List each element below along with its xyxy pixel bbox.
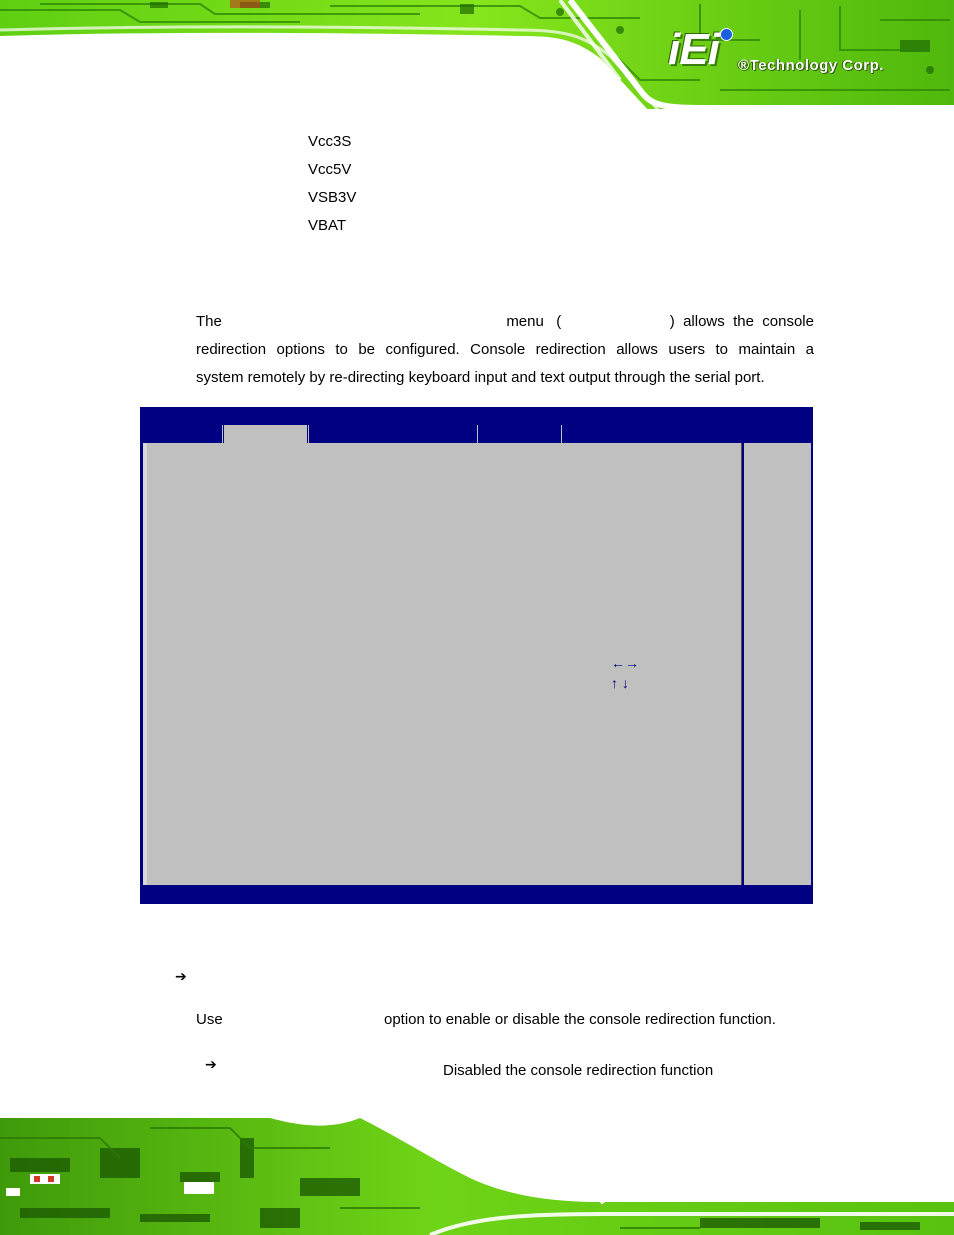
option-description: option to enable or disable the console redirection function. (384, 1011, 776, 1028)
intro-paren-open: ( (556, 313, 562, 330)
footer-banner (0, 1118, 954, 1235)
bios-menu-tabs (140, 425, 813, 443)
bios-help-panel (744, 443, 811, 885)
voltage-item: Vcc5V (308, 161, 352, 178)
bios-tab[interactable] (140, 425, 223, 443)
bios-tab[interactable] (478, 425, 562, 443)
bios-settings-panel (143, 443, 742, 885)
bios-tab[interactable] (308, 425, 478, 443)
logo-dot-icon (720, 28, 733, 41)
company-logo (668, 26, 928, 86)
intro-word-the: The (196, 313, 222, 330)
intro-line-1 (196, 308, 814, 336)
intro-paragraph (196, 308, 814, 392)
bios-screen (140, 407, 813, 904)
voltage-item: VSB3V (308, 189, 357, 206)
arrow-bullet-icon: ➔ (175, 969, 187, 985)
intro-word-menu: menu (506, 313, 544, 330)
intro-allows-console: ) allows the console (669, 313, 814, 330)
bios-tab[interactable] (562, 425, 813, 443)
arrow-bullet-icon: ➔ (205, 1057, 217, 1073)
disabled-description: Disabled the console redirection function (443, 1062, 714, 1079)
bios-footer-bar (140, 885, 813, 904)
use-word: Use (196, 1011, 223, 1028)
logo-mark: iEi (668, 25, 719, 74)
bios-tab-active[interactable] (224, 425, 307, 443)
bios-title-bar (140, 407, 813, 425)
intro-line-2: redirection options to be configured. Console redirection allows users to maintain a (196, 341, 814, 358)
intro-line-3: system remotely by re-directing keyboard input and text output through the serial port. (196, 369, 765, 386)
header-banner (0, 0, 954, 112)
circuit-board-footer-graphic (0, 1118, 954, 1235)
voltage-item: VBAT (308, 217, 347, 234)
voltage-item: Vcc3S (308, 133, 352, 150)
left-right-arrow-icon: ←→ (611, 655, 639, 671)
up-down-arrow-icon: ↑ ↓ (611, 675, 629, 691)
logo-text: ®Technology Corp. (738, 57, 884, 74)
